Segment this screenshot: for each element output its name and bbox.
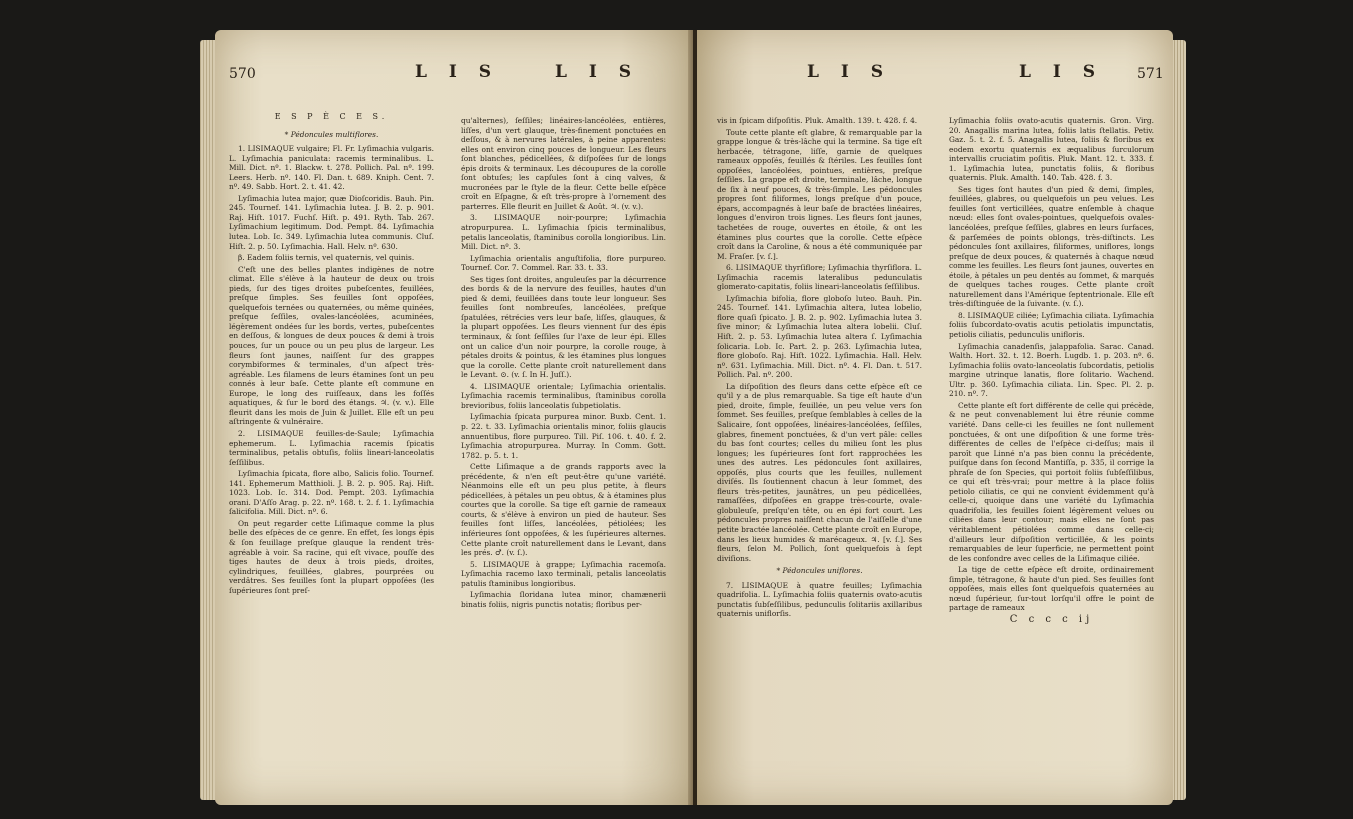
running-head-left-col2: L I S	[555, 62, 640, 82]
running-head-left: L I S	[415, 62, 500, 82]
paragraph: Lyſimachia canadenſis, jalappafolia. Sarac. Canad. Walth. Hort. 32. t. 12. Boerh. Lugdb. 1. p. 203. nº. 6. Lyſimachia foliis ovato-lanceolatis ſubcordatis, petiolis margine utrinque lanatis, flore ſolitario. Wachend. Ultr. p. 360. Lyſimachia ciliata. Lin. Spec. Pl. 2. p. 210. nº. 7.	[949, 341, 1154, 399]
paragraph: 5. LISIMAQUE à grappe; Lyſimachia racemoſa. Lyſimachia racemo laxo terminali, petalis lanceolatis patulis ſtaminibus longioribus.	[461, 559, 666, 588]
left-page	[215, 30, 693, 805]
paragraph: 7. LISIMAQUE à quatre feuilles; Lyſimachia quadrifolia. L. Lyſimachia foliis quaternis ovato-acutis punctatis ſubſeſſilibus, pedunculis ſolitariis axillaribus quaternis uniflorſis.	[717, 580, 922, 619]
paragraph: Ses tiges ſont droites, anguleuſes par la décurrence des bords & de la nervure des feuilles, hautes d'un pied & demi, feuillées dans toute leur longueur. Ses feuilles ſont nombreuſes, lancéolées, preſque ſpatulées, rétrécies vers leur baſe, liſſes, glauques, & la plupart oppoſées. Les fleurs viennent ſur des épis terminaux, & ſont ſeſſiles ſur l'axe de leur épi. Elles ont un calice d'un noir pourpre, la corolle rouge, à pétales droits & pointus, & les étamines plus longues que la corolle. Cette plante croît naturellement dans le Levant. ⊙. (v. ſ. In H. Juſſ.).	[461, 274, 666, 380]
paragraph: β. Eadem foliis ternis, vel quaternis, vel quinis.	[238, 253, 415, 263]
page-number-right: 571	[1137, 66, 1164, 82]
paragraph: Lyſimachia orientalis anguſtifolia, flore purpureo. Tournef. Cor. 7. Commel. Rar. 33. t. 33.	[461, 253, 666, 273]
right-page-column-2	[949, 116, 1154, 624]
paragraph: 1. LISIMAQUE vulgaire; Fl. Fr. Lyſimachia vulgaris. L. Lyſimachia paniculata: racemis terminalibus. L. Mill. Dict. nº. 1. Blackw. t. 278. Pollich. Pal. nº. 199. Leers. Herb. nº. 140. Fl. Dan. t. 689. Kniph. Cent. 7. nº. 49. Sabb. Hort. 2. t. 41. 42.	[229, 144, 434, 192]
right-page-column-1	[717, 116, 922, 621]
paragraph: 3. LISIMAQUE noir-pourpre; Lyſimachia atropurpurea. L. Lyſimachia ſpicis terminalibus, petalis lanceolatis, ſtaminibus corolla longioribus. Lin. Mill. Dict. nº. 3.	[461, 213, 666, 252]
section-heading-uniflores: * Pédoncules uniflores.	[776, 566, 863, 576]
paragraph: La diſpoſition des fleurs dans cette eſpèce eſt ce qu'il y a de plus remarquable. Sa tige eſt haute d'un pied, droite, ſimple, feuillée, un peu velue vers ſon ſommet. Ses feuilles, preſque ſemblables à celles de la Salicaire, ſont oppoſées, linéaires-lancéolées, ſeſſiles, glabres, finement ponctuées, & d'un vert pâle: celles du bas ſont courtes; celles du milieu ſont les plus longues; les ſupérieures ſont fort rapprochées les unes des autres. Les pédoncules ſont axillaires, oppoſés, plus courts que les feuilles, nullement diviſés. Ils ſoutiennent chacun à leur ſommet, des fleurs très-petites, jaunâtres, un peu pédicellées, ramaſſées, diſpoſées en grappe très-courte, ovale-globuleuſe, preſqu'en tête, ou en épi fort court. Les pédoncules propres naiſſent chacun de l'aiſſelle d'une petite bractée lancéolée. Cette plante croît en Europe, dans les lieux humides & marécageux. ♃. [v. ſ.]. Ses fleurs, ſelon M. Pollich, ſont quelquefois à ſept diviſions.	[717, 381, 922, 563]
page-edges-left	[200, 40, 216, 800]
paragraph: 8. LISIMAQUE ciliée; Lyſimachia ciliata. Lyſimachia foliis ſubcordato-ovatis acutis petiolatis impunctatis, petiolis ciliatis, pedunculis unifloris.	[949, 310, 1154, 340]
paragraph: 4. LISIMAQUE orientale; Lyſimachia orientalis. Lyſimachia racemis terminalibus, ſtaminibus corolla brevioribus, foliis lanceolatis ſubpetiolatis.	[461, 381, 666, 410]
page-number-left: 570	[229, 66, 256, 82]
especes-heading: E S P È C E S.	[274, 112, 389, 121]
paragraph: On peut regarder cette Liſimaque comme la plus belle des eſpèces de ce genre. En effet, ſes longs épis & ſon feuillage preſque glauque la rendent très-agréable à voir. Sa racine, qui eſt vivace, pouſſe des tiges hautes de deux à trois pieds, droites, cylindriques, feuillées, glabres, pourprées ou verdâtres. Ses feuilles ſont la plupart oppoſées (les ſupérieures ſont preſ-	[229, 518, 434, 595]
paragraph: Lyſimachia ſloridana lutea minor, chamænerii binatis foliis, nigris punctis notatis; floribus per-	[461, 590, 666, 609]
left-page-column-2	[461, 116, 666, 611]
running-head-right-col2: L I S	[1019, 62, 1104, 82]
right-page	[697, 30, 1173, 805]
paragraph: Cette Liſimaque a de grands rapports avec la précédente, & n'en eſt peut-être qu'une variété. Néanmoins elle eſt un peu plus petite, à fleurs pédicellées, à pétales un peu obtus, & à étamines plus courtes que la corolle. Sa tige eſt garnie de rameaux courts, & s'élève à environ un pied de hauteur. Ses feuilles ſont liſſes, lancéolées, pétiolées; les inférieures ſont oppoſées, & les ſupérieures alternes. Cette plante croît naturellement dans le Levant, dans les prés. ♂. (v. ſ.).	[461, 462, 666, 558]
paragraph: qu'alternes), ſeſſiles; linéaires-lancéolées, entières, liſſes, d'un vert glauque, très-finement ponctuées en deſſous, & à nervures latérales, à peine apparentes: elles ont environ cinq pouces de longueur. Les fleurs ſont blanches, pédicellées, & diſpoſées ſur de longs épis droits & terminaux. Les découpures de la corolle ſont obtuſes; les capſules ſont à cinq valves, & mucronées par le ſtyle de la fleur. Cette belle eſpèce croît en Eſpagne, & eſt très-propre à l'ornement des parterres. Elle fleurit en Juillet & Août. ♃. (v. v.).	[461, 116, 666, 211]
left-page-column-1	[229, 112, 434, 597]
signature-mark: C c c c ij	[1009, 613, 1094, 625]
running-head-right: L I S	[807, 62, 892, 82]
paragraph: Lyſimachia ſpicata purpurea minor. Buxb. Cent. 1. p. 22. t. 33. Lyſimachia orientalis minor, foliis glaucis annuentibus, flore purpureo. Till. Piſ. 106. t. 40. f. 2. Lyſimachia atropurpurea. Murray. In Comm. Gott. 1782. p. 5. t. 1.	[461, 412, 666, 460]
paragraph: Ses tiges ſont hautes d'un pied & demi, ſimples, feuillées, glabres, ou quelquefois un peu velues. Les feuilles ſont verticillées, quatre enſemble à chaque nœud: elles ſont ovales-pointues, quelquefois ovales-lancéolées, preſque ſeſſiles, glabres en leurs ſurfaces, & parſemées de points oblongs, très-diſtincts. Les pédoncules ſont axillaires, filiformes, uniflores, longs preſque de deux pouces, & quaternés à chaque nœud comme les feuilles. Les fleurs ſont jaunes, ouvertes en étoile, à pétales un peu dentés au ſommet, & marqués de quelques taches rouges. Cette plante croît naturellement dans l'Amérique ſeptentrionale. Elle eſt très-diſtinguée de la ſuivante. (v. ſ.).	[949, 184, 1154, 309]
page-edges-right	[1172, 40, 1186, 800]
section-heading-multiflores: * Pédoncules multiflores.	[284, 129, 379, 139]
paragraph: Toute cette plante eſt glabre, & remarquable par la grappe longue & très-lâche qui la termine. Sa tige eſt herbacée, tétragone, liſſe, garnie de quelques rameaux oppoſés, feuillés & ſtériles. Les feuilles ſont oppoſées, lancéolées, pointues, entières, preſque ſeſſiles. La grappe eſt droite, terminale, lâche, longue de ſix à neuf pouces, & très-ſimple. Les pédoncules propres ſont filiformes, longs preſque d'un pouce, épars, accompagnés à leur baſe de bractées linéaires, longues d'environ trois lignes. Les fleurs ſont jaunes, tachetées de rouge, ouvertes en étoile, & ont les étamines plus courtes que la corolle. Cette eſpèce croît dans la Caroline, & nous a été communiquée par M. Fraſer. [v. ſ.].	[717, 127, 922, 261]
paragraph: Cette plante eſt fort différente de celle qui précède, & ne peut convenablement lui être réunie comme variété. Dans celle-ci les feuilles ne ſont nullement ponctuées, & ont une diſpoſition & une forme très-différentes de celles de l'eſpèce ci-deſſus; mais il paroît que Linné n'a pas bien connu la précédente, puiſque dans ſon ſecond Mantiſſa, p. 335, il corrige la phraſe de ſon Species, qui portoit foliis ſubſeſſilibus, ce qui eſt très-vrai; pour mettre à la place foliis petiolo ciliatis, ce qui ne convient évidemment qu'à celle-ci, quoique dans une variété du Lyſimachia quadrifolia, les feuilles ſoient légèrement velues ou ciliées dans leur contour; mais elles ne ſont pas véritablement pétiolées comme dans celle-ci; d'ailleurs leur diſpoſition verticillée, & les points remarquables de leur ſuperficie, ne permettent point de les confondre avec celles de la Liſimaque ciliée.	[949, 400, 1154, 563]
paragraph: C'eſt une des belles plantes indigènes de notre climat. Elle s'élève à la hauteur de deux ou trois pieds, ſur des tiges droites pubeſcentes, feuillées, preſque ſimples. Ses feuilles ſont oppoſées, quelquefois ternées ou quaternées, ou même quinées, preſque ſeſſiles, ovales-lancéolées, acuminées, légèrement ondées ſur les bords, vertes, pubeſcentes en deſſous, & longues de deux pouces & demi à trois pouces, ſur un pouce ou un peu plus de largeur. Les fleurs ſont jaunes, naiſſent ſur des grappes corymbiformes & terminales, d'un aſpect très-agréable. Les filamens de leurs étamines ſont un peu connés à leur baſe. Cette plante eſt commune en Europe, le long des ruiſſeaux, dans les foſſés aquatiques, & ſur le bord des étangs. ♃. (v. v.). Elle fleurit dans les mois de Juin & Juillet. Elle eſt un peu aſtringente & vulnéraire.	[229, 264, 434, 427]
paragraph: Lyſimachia foliis ovato-acutis quaternis. Gron. Virg. 20. Anagallis marina lutea, foliis latis ſtellatis. Petiv. Gaz. 5. t. 2. f. 5. Anagallis lutea, foliis & floribus ex eodem exortu quaternis ex æqualibus ſurculorum intervallis cruciatim poſitis. Pluk. Mant. 12. t. 333. f. 1. Lyſimachia lutea, punctatis foliis, & floribus quaternis. Pluk. Amalth. 140. Tab. 428. f. 3.	[949, 116, 1154, 183]
paragraph: Lyſimachia ſpicata, flore albo, Salicis folio. Tournef. 141. Ephemerum Matthioli. J. B. 2. p. 905. Raj. Hiſt. 1023. Lob. Ic. 314. Dod. Pempt. 203. Lyſimachia orani. D'Aſſo Arag. p. 22. nº. 168. t. 2. f. 1. Lyſimachia ſalicifolia. Mill. Dict. nº. 6.	[229, 469, 434, 517]
paragraph: Lyſimachia bifolia, flore globoſo luteo. Bauh. Pin. 245. Tournef. 141. Lyſimachia altera, lutea lobelio, flore quaſi ſpicato. J. B. 2. p. 902. Lyſimachia lutea 3. ſive minor; & Lyſimachia lutea altera lobelii. Cluſ. Hiſt. 2. p. 53. Lyſimachia lutea altera ſ. Lyſimachia ſolicaria. Lob. Ic. Part. 2. p. 263. Lyſimachia lutea, flore globoſo. Raj. Hiſt. 1022. Lyſimachia. Hall. Helv. nº. 631. Lyſimachia. Mill. Dict. nº. 4. Fl. Dan. t. 517. Pollich. Pal. nº. 200.	[717, 293, 922, 380]
paragraph: Lyſimachia lutea major, quæ Dioſcoridis. Bauh. Pin. 245. Tournef. 141. Lyſimachia lutea. J. B. 2. p. 901. Raj. Hiſt. 1017. Fuchſ. Hiſt. p. 491. Ryth. Tab. 267. Lyſimachium legitimum. Dod. Pempt. 84. Lyſimachia lutea. Lob. Ic. 349. Lyſimachia lutea communis. Cluſ. Hiſt. 2. p. 50. Lyſimachia. Hall. Helv. nº. 630.	[229, 193, 434, 251]
paragraph: 2. LISIMAQUE feuilles-de-Saule; Lyſimachia ephemerum. L. Lyſimachia racemis ſpicatis terminalibus, petalis obtuſis, foliis lineari-lanceolatis ſeſſilibus.	[229, 428, 434, 467]
paragraph: vis in ſpicam diſpoſitis. Pluk. Amalth. 139. t. 428. f. 4.	[717, 116, 918, 125]
paragraph: 6. LISIMAQUE thyrſiflore; Lyſimachia thyrſiflora. L. Lyſimachia racemis lateralibus pedunculatis glomerato-capitatis, foliis lineari-lanceolatis ſeſſilibus.	[717, 263, 922, 292]
paragraph: La tige de cette eſpèce eſt droite, ordinairement ſimple, tétragone, & haute d'un pied. Ses feuilles ſont oppoſées, mais elles ſont quelquefois quaternées au nœud ſupérieur, ſur-tout lorſqu'il offre le point de partage de rameaux	[949, 565, 1154, 613]
